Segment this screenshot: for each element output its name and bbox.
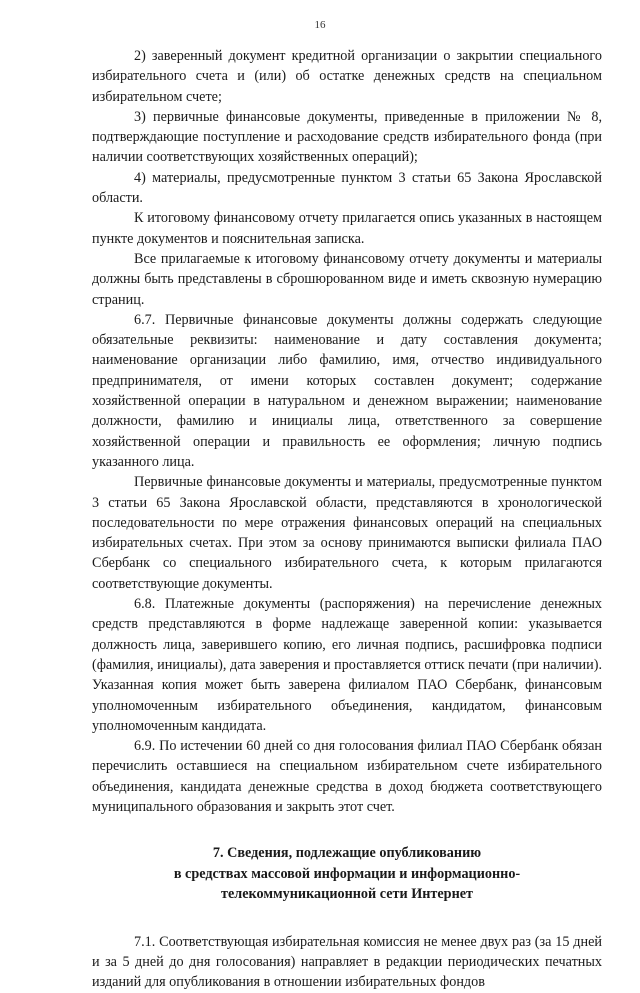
paragraph-inventory: К итоговому финансовому отчету прилагается опись указанных в настоящем пункте документов и пояснительная записка. <box>92 210 602 247</box>
paragraph-attachments: Все прилагаемые к итоговому финансовому отчету документы и материалы должны быть представлены в сброшюрованном виде и иметь сквозную нумерацию страниц. <box>92 250 602 308</box>
section-heading <box>92 843 602 905</box>
paragraph-6-7: 6.7. Первичные финансовые документы должны содержать следующие обязательные реквизиты: наименование и дату составления документа; наименование организации либо фамилию, имя, отчество индивидуального предпринимателя, от имени которых составлен документ; содержание хозяйственной операции в натуральном и денежном выражении; наименование должности, фамилию и инициалы лица, ответственного за совершение хозяйственной операции и правильность ее оформления; личную подпись указанного лица. <box>92 311 602 470</box>
paragraph-6-8: 6.8. Платежные документы (распоряжения) на перечисление денежных средств представляются в форме надлежаще заверенной копии: указывается должность лица, заверившего копию, его личная подпись, расшифровка подписи (фамилия, инициалы), дата заверения и проставляется оттиск печати (при наличии). Указанная копия может быть заверена филиалом ПАО Сбербанк, финансовым уполномоченным избирательного объединения, кандидатом, финансовым уполномоченным кандидата. <box>92 596 602 734</box>
section-heading-line-3: телекоммуникационной сети Интернет <box>220 886 474 903</box>
paragraph-7-1: 7.1. Соответствующая избирательная комиссия не менее двух раз (за 15 дней и за 5 дней до дня голосования) направляет в редакции периодических печатных изданий для опубликования в отношении избирательных фондов <box>92 933 602 991</box>
paragraph-item-4: 4) материалы, предусмотренные пунктом 3 статьи 65 Закона Ярославской области. <box>92 169 602 207</box>
paragraph-item-3: 3) первичные финансовые документы, приведенные в приложении № 8, подтверждающие поступление и расходование средств избирательного фонда (при наличии соответствующих хозяйственных операций); <box>92 108 602 166</box>
paragraph-6-9: 6.9. По истечении 60 дней со дня голосования филиал ПАО Сбербанк обязан перечислить оставшиеся на специальном избирательном счете избирательного объединения, кандидата денежные средства в доход бюджета соответствующего муниципального образования и закрыть этот счет. <box>92 738 602 815</box>
document-body <box>92 46 602 993</box>
paragraph-primary-docs: Первичные финансовые документы и материалы, предусмотренные пунктом 3 статьи 65 Закона Ярославской области, представляются в хронологической последовательности по мере отражения финансовых операций на специальных избирательных счетах. При этом за основу принимаются выписки филиала ПАО Сбербанк со специального избирательного счета, к которым прилагаются соответствующие документы. <box>92 474 602 592</box>
section-heading-line-1: 7. Сведения, подлежащие опубликованию <box>212 845 482 862</box>
paragraph-item-2: 2) заверенный документ кредитной организации о закрытии специального избирательного счета и (или) об остатке денежных средств на специальном избирательном счете; <box>92 48 602 105</box>
section-heading-line-2: в средствах массовой информации и информационно- <box>173 865 521 882</box>
page-number: 16 <box>314 19 326 31</box>
